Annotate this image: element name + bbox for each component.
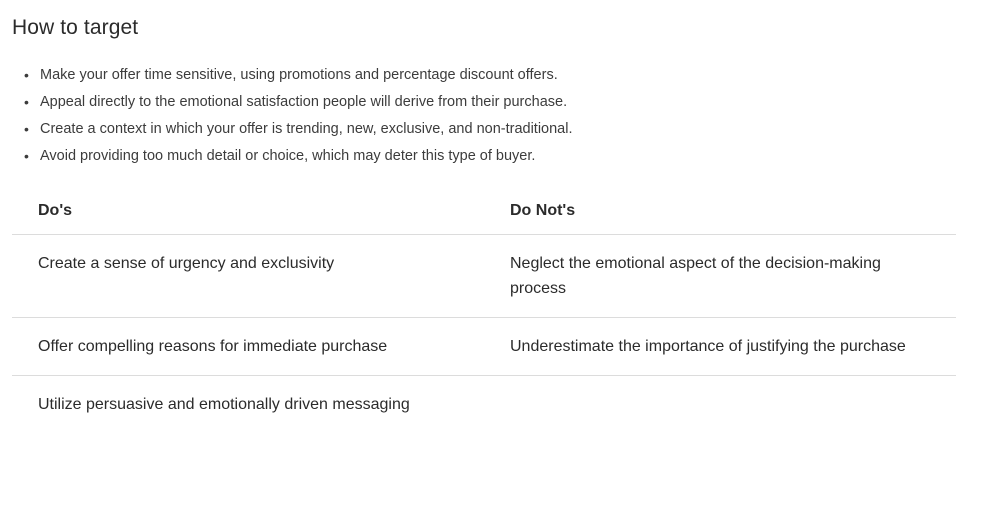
bullet-list [12,62,982,170]
cell-text: Offer compelling reasons for immediate purchase [38,338,388,355]
list-item: • Make your offer time sensitive, using promotions and percentage discount offers. [40,62,982,89]
column-header-dos: Do's [12,196,484,235]
table-header [12,196,956,235]
cell-text: Utilize persuasive and emotionally driven messaging [38,396,410,413]
page-title: How to target [12,16,139,39]
cell-text: Create a sense of urgency and exclusivity [38,255,335,272]
table-row [12,235,956,318]
table-row [12,376,956,434]
table-cell-donts [484,235,956,318]
list-item: • Avoid providing too much detail or choice, which may deter this type of buyer. [40,143,982,170]
table-row [12,318,956,376]
table-body [12,235,956,434]
list-item: • Create a context in which your offer is trending, new, exclusive, and non-traditional. [40,116,982,143]
dos-and-donts-table [12,196,956,433]
column-header-donts: Do Not's [484,196,956,235]
table-cell-dos [12,376,484,434]
cell-text: Underestimate the importance of justifying the purchase [510,338,906,355]
table-cell-donts [484,376,956,434]
list-item: • Appeal directly to the emotional satisfaction people will derive from their purchase. [40,89,982,116]
table-header-row [12,196,956,235]
table-cell-dos [12,235,484,318]
cell-text: Neglect the emotional aspect of the decision-making process [510,255,881,297]
table-cell-dos [12,318,484,376]
table-cell-donts [484,318,956,376]
